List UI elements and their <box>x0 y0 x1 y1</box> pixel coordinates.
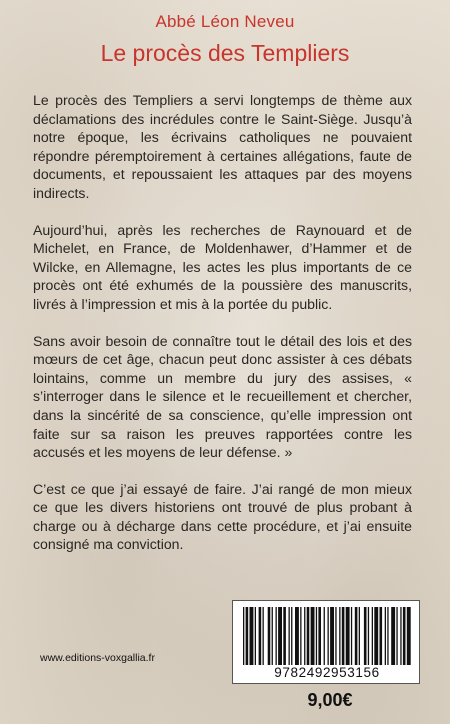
barcode-bar <box>330 607 334 665</box>
barcode-bar <box>335 607 336 665</box>
barcode-bar <box>318 607 321 665</box>
blurb-text <box>33 91 412 572</box>
barcode-bar <box>250 607 254 665</box>
barcode-bar <box>403 607 406 665</box>
barcode-bar <box>276 607 277 665</box>
barcode-bar <box>283 607 286 665</box>
barcode-bar <box>300 607 301 665</box>
barcode-bar <box>316 607 317 665</box>
barcode-bar <box>259 607 262 665</box>
barcode-bar <box>396 607 397 665</box>
barcode-bar <box>374 607 378 665</box>
blurb-paragraph-2: Aujourd’hui, après les recherches de Raynouard et de Michelet, en France, de Moldenhawer, d’Hammer et de Wilcke, en Allemagne, les actes les plus importants de ce procès ont été exhumés de la poussière des manuscrits, livrés à l’impression et mis à la portée du public. <box>33 221 412 312</box>
barcode-bar <box>243 607 244 665</box>
barcode-bar <box>339 607 340 665</box>
publisher-website: www.editions-voxgallia.fr <box>40 652 155 664</box>
isbn-number: 9782492953156 <box>274 665 380 680</box>
barcode-bar <box>291 607 292 665</box>
barcode-bar <box>407 607 411 665</box>
barcode-bar <box>263 607 264 665</box>
barcode-bar <box>328 607 329 665</box>
barcode-bar <box>289 607 290 665</box>
barcode-bar <box>346 607 350 665</box>
barcode-bar <box>400 607 401 665</box>
barcode-bar <box>351 607 352 665</box>
barcode-bar <box>278 607 282 665</box>
barcode-box <box>232 600 420 684</box>
blurb-paragraph-4: C’est ce que j’ai essayé de faire. J’ai rangé de mon mieux ce que les divers historiens ont trouvé de plus probant à charge ou à décharge dans cette procédure, et j’ai ensuite consigné ma conviction. <box>33 480 412 553</box>
blurb-paragraph-3: Sans avoir besoin de connaître tout le détail des lois et des mœurs de cet âge, chacun peut donc assister à ces débats lointains, comme un membre du jury des assises, « s’interroger dans le silence et le recueillement et chercher, dans la sincérité de sa conscience, qu’elle impression ont faite sur sa raison les preuves rapportées contre les accusés et les moyens de leur défense. » <box>33 332 412 461</box>
barcode-bar <box>385 607 386 665</box>
barcode-bar <box>368 607 369 665</box>
barcode-bar <box>246 607 249 665</box>
author-name: Abbé Léon Neveu <box>155 12 295 31</box>
barcode-bar <box>364 607 367 665</box>
barcode-bar <box>380 607 383 665</box>
barcode-bar <box>387 607 388 665</box>
barcode-bar <box>311 607 315 665</box>
barcode-bar <box>372 607 373 665</box>
barcode-bar <box>295 607 299 665</box>
book-title: Le procès des Templiers <box>100 40 350 66</box>
barcode-bar <box>268 607 271 665</box>
barcode-icon <box>241 607 413 665</box>
barcode-bar <box>272 607 273 665</box>
barcode-bar <box>391 607 395 665</box>
barcode-bar <box>255 607 256 665</box>
barcode-bar <box>324 607 325 665</box>
price-label: 9,00€ <box>307 690 353 710</box>
barcode-bar <box>359 607 360 665</box>
blurb-paragraph-1: Le procès des Templiers a servi longtemps de thème aux déclamations des incrédules contre le Saint-Siège. Jusqu’à notre époque, les écrivains catholiques ne pouvaient répondre péremptoirement à certaines allégations, faute de documents, et repoussaient les attaques par des moyens indirects. <box>33 92 412 201</box>
barcode-bar <box>304 607 305 665</box>
barcode-bar <box>342 607 345 665</box>
barcode-bar <box>355 607 358 665</box>
barcode-bar <box>307 607 310 665</box>
